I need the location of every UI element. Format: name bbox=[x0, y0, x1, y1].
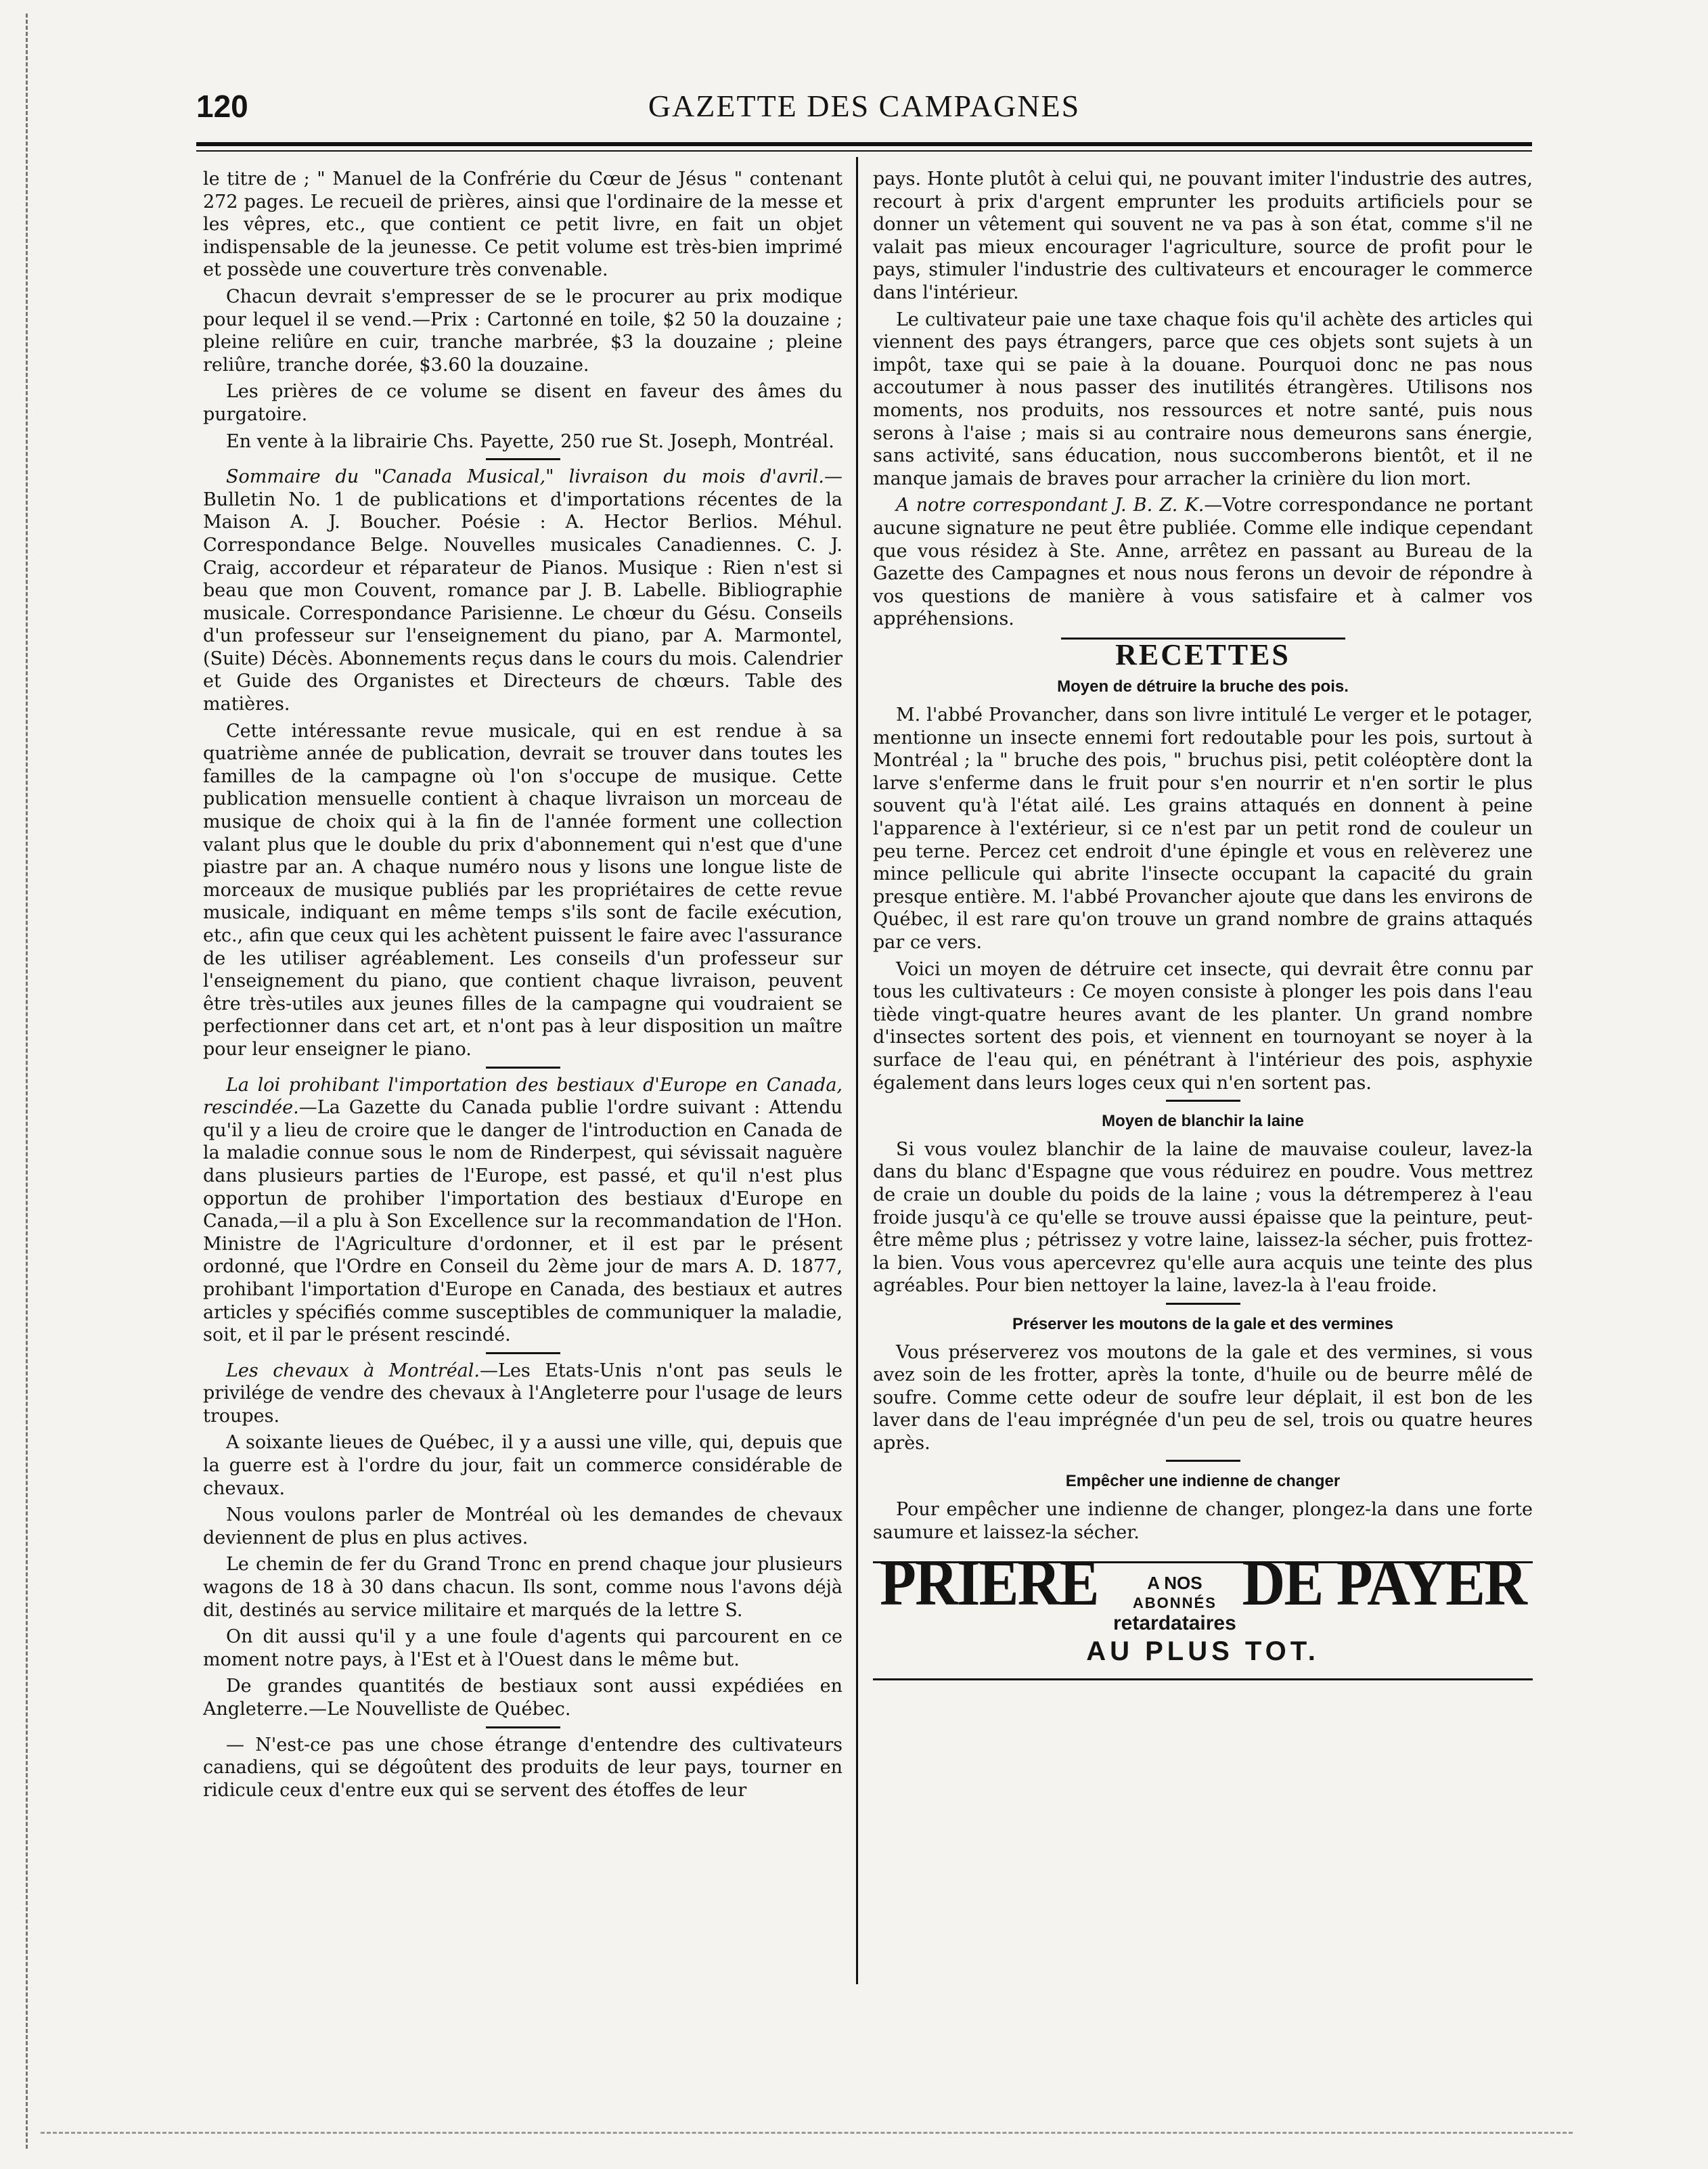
paragraph: Si vous voulez blanchir de la laine de mauvaise couleur, lavez-la dans du blanc d'Espagne que vous réduirez en poudre. Vous mettrez de craie un double du poids de la laine ; vous la détremperez à l'eau froide jusqu'à ce qu'elle se trouve aussi épaisse que la peinture, peut-être même plus ; pétrissez y votre laine, laissez-la sécher, puis frottez-la bien. Vous vous apercevrez qu'elle aura acquis une teinte des plus agréables. Pour bien nettoyer la laine, lavez-la à l'eau froide. bbox=[873, 1138, 1533, 1297]
paragraph: En vente à la librairie Chs. Payette, 250 rue St. Joseph, Montréal. bbox=[226, 430, 834, 452]
separator bbox=[1166, 1100, 1240, 1102]
recipe-heading: Empêcher une indienne de changer bbox=[1065, 1472, 1341, 1491]
separator bbox=[486, 1352, 560, 1354]
paragraph: Voici un moyen de détruire cet insecte, qui devrait être connu par tous les cultivateurs : Ce moyen consiste à plonger les pois dans l'eau tiède vingt-quatre heures avant de les planter. Un grand nombre d'insectes sortent des pois, et viennent en tournoyant se noyer à la surface de l'eau qui, en pénétrant à l'intérieur des pois, asphyxie également dans leurs loges ceux qui n'en sortent pas. bbox=[873, 958, 1533, 1094]
ad-au-plus-tot: AU PLUS TOT. bbox=[1086, 1636, 1320, 1667]
recipe-heading: Moyen de détruire la bruche des pois. bbox=[1057, 677, 1349, 696]
paragraph: le titre de ; " Manuel de la Confrérie du Cœur de Jésus " contenant 272 pages. Le recueil de prières, ainsi que l'ordinaire de la messe et les vêpres, etc., que contient ce petit livre, en fait un objet indispensable de la jeunesse. Ce petit volume est très-bien imprimé et possède une couverture très convenable. bbox=[203, 169, 842, 281]
article-lead: Sommaire du "Canada Musical," livraison du mois d'avril.— bbox=[226, 466, 842, 488]
ad-a-nos: A NOS bbox=[1147, 1573, 1203, 1594]
article-body: —La Gazette du Canada publie l'ordre suivant : Attendu qu'il y a lieu de croire que le danger de l'introduction en Canada de la maladie connue sous le nom de Rinderpest, qui sévissait naguère dans plusieurs parties de l'Europe, est passé, et qu'il n'est plus opportun de prohiber l'importation des bestiaux d'Europe en Canada,—il a plu à Son Excellence sur la recommandation de l'Hon. Ministre de l'Agriculture d'ordonner, et il est par le présent ordonné, que l'Ordre en Conseil du 2ème jour de mars A. D. 1877, prohibant l'importation d'Europe en Canada, des bestiaux et autres articles y spécifiés comme susceptibles de communiquer la maladie, soit, et il par le présent rescindé. bbox=[203, 1097, 842, 1346]
article-body: —Votre correspondance ne portant aucune signature ne peut être publiée. Comme elle indique cependant que vous résidez à Ste. Anne, arrêtez en passant au Bureau de la Gazette des Campagnes et nous nous ferons un devoir de répondre à vos questions de manière à vous satisfaire et à calmer vos appréhensions. bbox=[873, 495, 1533, 630]
paragraph: Le chemin de fer du Grand Tronc en prend chaque jour plusieurs wagons de 18 à 30 dans chacun. Ils sont, comme nous l'avons déjà dit, destinés au service militaire et marqués de la lettre S. bbox=[203, 1554, 842, 1621]
paragraph: De grandes quantités de bestiaux sont aussi expédiées en Angleterre.—Le Nouvelliste de Québec. bbox=[203, 1676, 842, 1720]
separator bbox=[1166, 1460, 1240, 1462]
ad-abonnes: ABONNÉS bbox=[1132, 1594, 1217, 1612]
article-loi-bestiaux bbox=[203, 1074, 842, 1347]
header-rule-thin bbox=[196, 150, 1532, 152]
page-header bbox=[196, 88, 1532, 129]
recipe-heading: Moyen de blanchir la laine bbox=[1102, 1112, 1304, 1131]
paragraph: On dit aussi qu'il y a une foule d'agents qui parcourent en ce moment notre pays, à l'Est et à l'Ouest dans le même but. bbox=[203, 1626, 842, 1670]
article-canada-musical bbox=[203, 466, 842, 716]
article-lead: Les chevaux à Montréal. bbox=[226, 1360, 480, 1381]
recettes-header bbox=[873, 638, 1533, 671]
column-divider bbox=[856, 157, 858, 1984]
paragraph: A soixante lieues de Québec, il y a aussi une ville, qui, depuis que la guerre est à l'ordre du jour, fait un commerce considérable de chevaux. bbox=[203, 1432, 842, 1499]
header-rule-thick bbox=[196, 142, 1532, 146]
payment-notice-ad bbox=[873, 1546, 1533, 1680]
article-correspondant bbox=[873, 494, 1533, 631]
article-body: —Les Etats-Unis n'ont pas seuls le privilége de vendre des chevaux à l'Angleterre pour l'usage de leurs troupes. bbox=[203, 1360, 843, 1427]
article-chevaux bbox=[203, 1360, 842, 1428]
paragraph: M. l'abbé Provancher, dans son livre intitulé Le verger et le potager, mentionne un insecte ennemi fort redoutable pour les pois, surtout à Montréal ; la " bruche des pois, " bruchus pisi, petit coléoptère dont la larve s'enferme dans le fruit pour s'en nourrir et n'en sortir le plus souvent qu'à l'état ailé. Les grains attaqués en donnent à peine l'apparence à l'extérieur, si ce n'est par un petit rond de couleur un peu terne. Percez cet endroit d'une épingle et vous en relèverez une mince pellicule qui abrite l'insecte occupant la capacité du grain presque entière. M. l'abbé Provancher ajoute que dans les environs de Québec, il est rare qu'on trouve un grand nombre de grains attaqués par ce vers. bbox=[873, 705, 1533, 953]
recettes-title: RECETTES bbox=[1115, 638, 1290, 671]
separator bbox=[486, 1067, 560, 1069]
ad-subtitle bbox=[1113, 1573, 1236, 1634]
separator bbox=[1166, 1303, 1240, 1305]
ad-retardataires: retardataires bbox=[1113, 1612, 1236, 1635]
recipe-heading: Préserver les moutons de la gale et des vermines bbox=[1012, 1314, 1393, 1333]
paragraph: pays. Honte plutôt à celui qui, ne pouvant imiter l'industrie des autres, recourt à prix d'argent emprunter les produits artificiels pour se donner un vêtement qui souvent ne va pas à son état, comme s'il ne valait pas mieux encourager l'agriculture, source de profit pour le pays, stimuler l'industrie des cultivateurs et encourager le commerce dans l'intérieur. bbox=[873, 169, 1533, 303]
scan-bottom-edge bbox=[41, 2132, 1573, 2134]
paragraph: Chacun devrait s'empresser de se le procurer au prix modique pour lequel il se vend.—Prix : Cartonné en toile, $2 50 la douzaine ; pleine reliûre en cuir, tranche marbrée, $3 la douzaine ; pleine reliûre, tranche dorée, $3.60 la douzaine. bbox=[203, 286, 842, 376]
separator bbox=[486, 1726, 560, 1728]
page-number: 120 bbox=[196, 89, 248, 124]
paragraph: Le cultivateur paie une taxe chaque fois qu'il achète des articles qui viennent des pays étrangers, parce que ces objets sont sujets à un impôt, taxe qui se paie à la douane. Pourquoi donc ne pas nous accoutumer à nous passer des inutilités étrangères. Utilisons nos moments, nos produits, nos ressources et notre santé, puis nous serons à l'aise ; mais si au contraire nous demeurons sans énergie, sans activité, sans éducation, nous succomberons bientôt, et il ne manque jamais de braves pour arracher la crinière du lion mort. bbox=[873, 309, 1533, 489]
paragraph: Nous voulons parler de Montréal où les demandes de chevaux deviennent de plus en plus actives. bbox=[203, 1504, 842, 1548]
article-lead: A notre correspondant J. B. Z. K. bbox=[896, 495, 1205, 516]
paragraph: Les prières de ce volume se disent en faveur des âmes du purgatoire. bbox=[203, 381, 842, 425]
left-column bbox=[203, 168, 842, 1806]
paragraph: Pour empêcher une indienne de changer, plongez-la dans une forte saumure et laissez-la sécher. bbox=[873, 1499, 1533, 1543]
separator bbox=[486, 458, 560, 460]
article-lead: La loi prohibant l'importation des bestiaux d'Europe en Canada, rescindée. bbox=[203, 1074, 842, 1119]
paragraph: — N'est-ce pas une chose étrange d'entendre des cultivateurs canadiens, qui se dégoûtent des produits de leur pays, tourner en ridicule ceux d'entre eux qui se servent des étoffes de leur bbox=[203, 1734, 842, 1801]
article-body: Bulletin No. 1 de publications et d'importations récentes de la Maison A. J. Boucher. Poésie : A. Hector Berlios. Méhul. Correspondance Belge. Nouvelles musicales Canadiennes. C. J. Craig, accordeur et réparateur de Pianos. Musique : Rien n'est si beau que mon Couvent, romance par J. B. Labelle. Bibliographie musicale. Correspondance Parisienne. Le chœur du Gésu. Conseils d'un professeur sur l'enseignement du piano, par A. Marmontel, (Suite) Décès. Abonnements reçus dans le cours du mois. Calendrier et Guide des Organistes et Directeurs de chœurs. Table des matières. bbox=[203, 489, 842, 715]
paragraph: Cette intéressante revue musicale, qui en est rendue à sa quatrième année de publication, devrait se trouver dans toutes les familles de la campagne où l'on s'occupe de musique. Cette publication mensuelle contient à chaque livraison un morceau de musique de choix qui à la fin de l'année forment une collection valant plus que le double du prix d'abonnement qui n'est que d'une piastre par an. A chaque numéro nous y lisons une longue liste de morceaux de musique publiés par les propriétaires de cette revue musicale, indiquant en même temps s'ils sont de facile exécution, etc., afin que ceux qui les achètent puissent le faire avec l'assurance de les utiliser agréablement. Les conseils d'un professeur sur l'enseignement du piano, que contient chaque livraison, peuvent être très-utiles aux jeunes filles de la campagne qui voudraient se perfectionner dans cet art, et n'ont pas à leur disposition un maître pour leur enseigner le piano. bbox=[203, 720, 842, 1060]
paragraph: Vous préserverez vos moutons de la gale et des vermines, si vous avez soin de les frotter, après la tonte, d'huile ou de beurre mêlé de soufre. Comme cette odeur de soufre leur déplait, il est bon de les laver dans de l'eau imprégnée d'un peu de sel, trois ou quatre heures après. bbox=[873, 1341, 1533, 1454]
ad-de-payer: DE PAYER bbox=[1242, 1546, 1526, 1619]
ad-priere: PRIERE bbox=[880, 1546, 1098, 1619]
right-column bbox=[873, 168, 1533, 1680]
scan-left-edge bbox=[26, 14, 28, 2149]
masthead-title: GAZETTE DES CAMPAGNES bbox=[648, 89, 1081, 123]
